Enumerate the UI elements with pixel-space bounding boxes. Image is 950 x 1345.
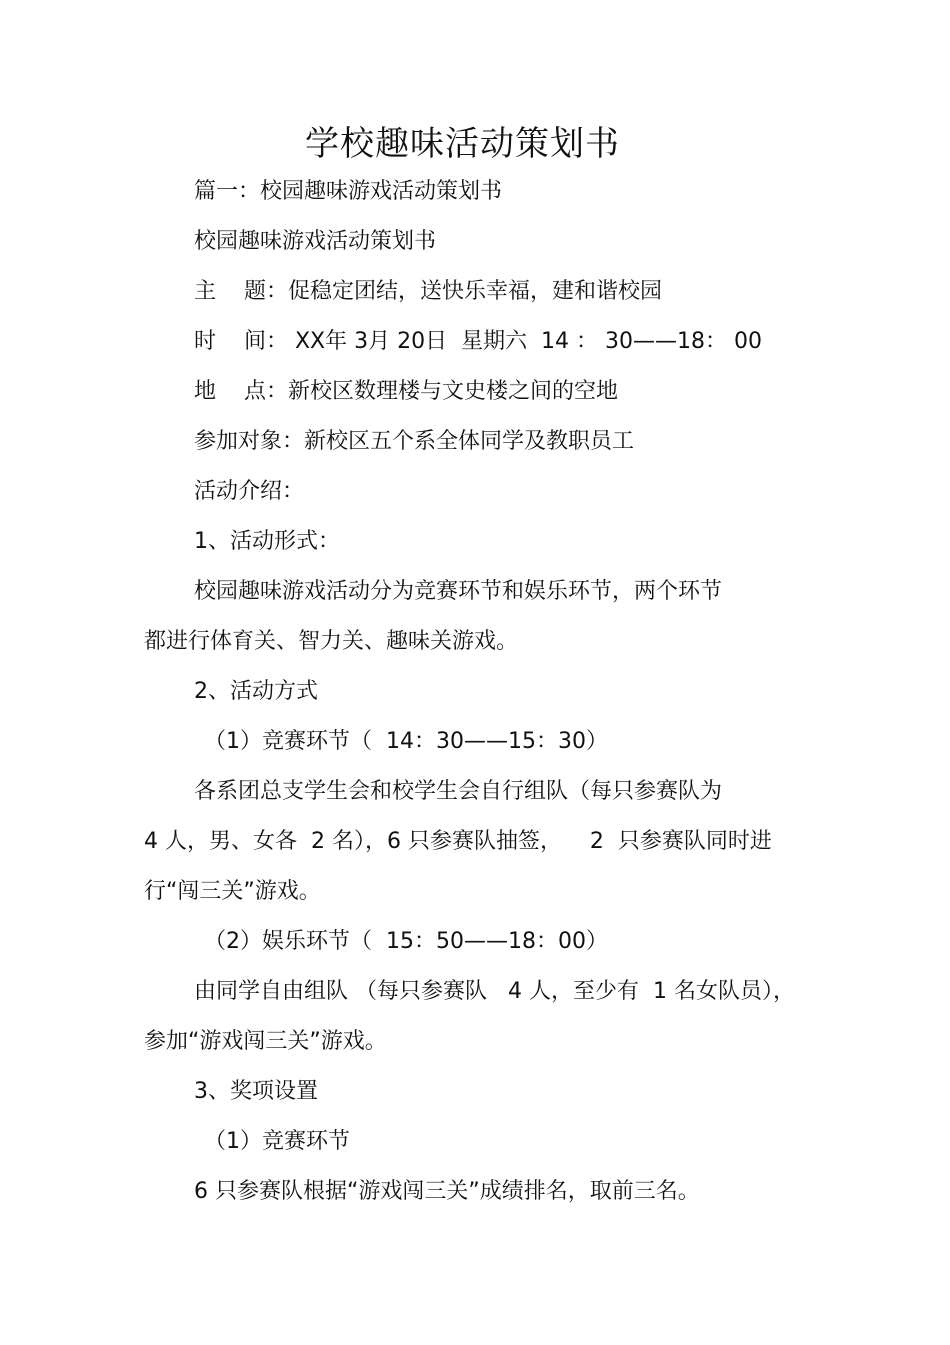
competition-heading: （1）竞赛环节（ 14：30——15：30）	[204, 729, 608, 754]
award-competition-heading: （1）竞赛环节	[204, 1129, 350, 1154]
paragraph-line: 6 只参赛队根据“游戏闯三关”成绩排名，取前三名。	[194, 1179, 700, 1204]
place-line: 地 点：新校区数理楼与文史楼之间的空地	[194, 379, 618, 404]
award-heading: 3、奖项设置	[194, 1079, 318, 1104]
form-heading: 1、活动形式：	[194, 529, 340, 554]
participants-line: 参加对象：新校区五个系全体同学及教职员工	[194, 429, 635, 454]
method-heading: 2、活动方式	[194, 679, 318, 704]
paragraph-line: 都进行体育关、智力关、趣味关游戏。	[144, 629, 519, 654]
intro-heading: 活动介绍：	[194, 479, 305, 504]
paragraph-line: 4 人，男、女各 2 名），6 只参赛队抽签， 2 只参赛队同时进	[144, 829, 772, 854]
theme-line: 主 题：促稳定团结，送快乐幸福，建和谐校园	[194, 279, 662, 304]
document-title: 学校趣味活动策划书	[305, 124, 620, 164]
entertainment-heading: （2）娱乐环节（ 15：50——18：00）	[204, 929, 608, 954]
paragraph-line: 校园趣味游戏活动分为竞赛环节和娱乐环节，两个环节	[194, 579, 723, 604]
paragraph-line: 由同学自由组队 （每只参赛队 4 人，至少有 1 名女队员），	[194, 979, 795, 1004]
chapter-heading: 篇一：校园趣味游戏活动策划书	[194, 179, 503, 204]
paragraph-line: 参加“游戏闯三关”游戏。	[144, 1029, 387, 1054]
subtitle: 校园趣味游戏活动策划书	[194, 229, 437, 254]
time-line: 时 间： XX年 3月 20日 星期六 14 ： 30——18： 00	[194, 329, 763, 354]
paragraph-line: 各系团总支学生会和校学生会自行组队（每只参赛队为	[194, 779, 723, 804]
paragraph-line: 行“闯三关”游戏。	[144, 879, 321, 904]
